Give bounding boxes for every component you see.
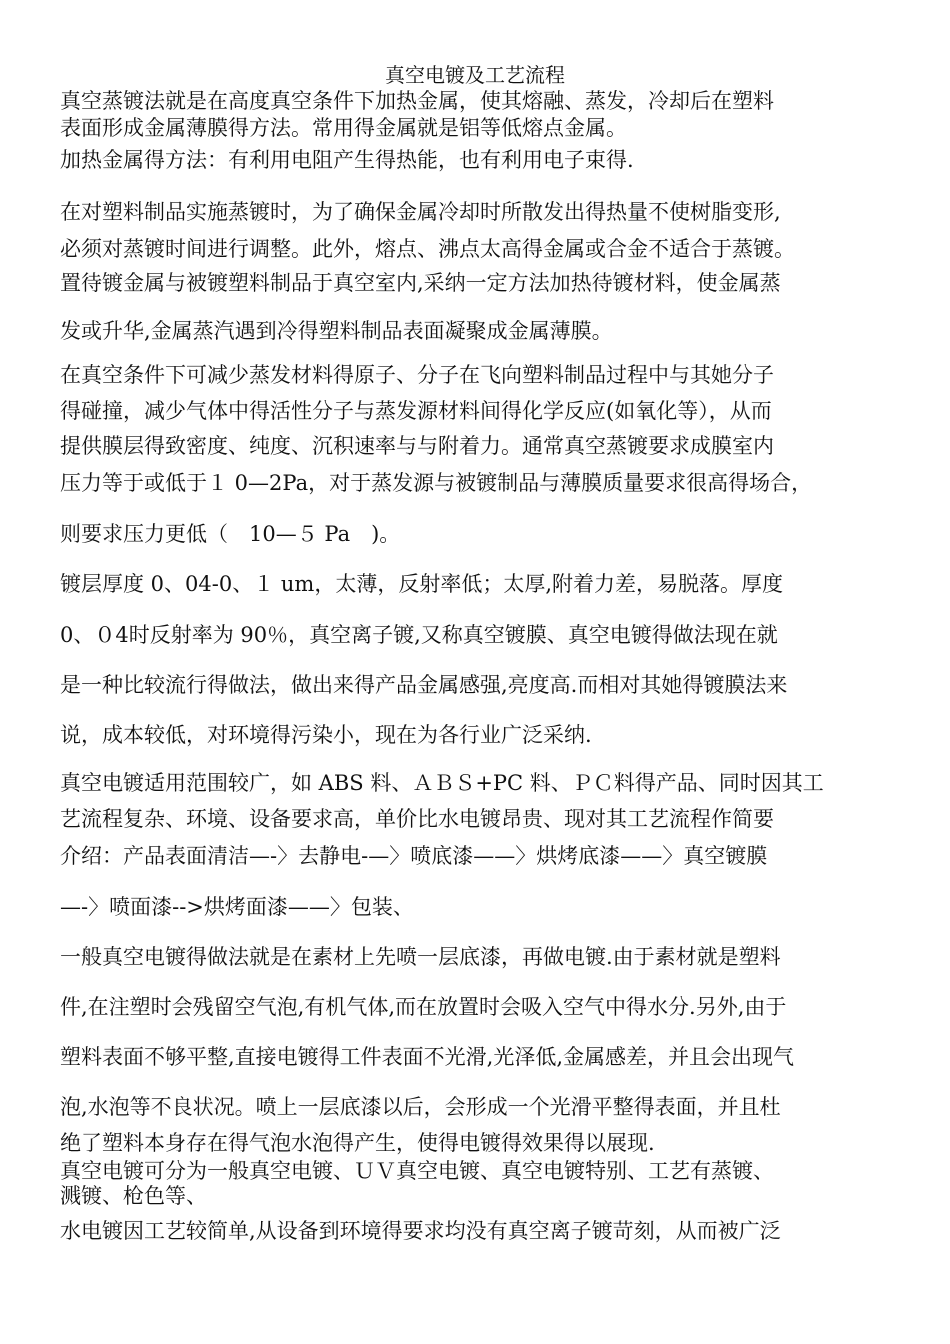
- text-line: 一般真空电镀得做法就是在素材上先喷一层底漆，再做电镀.由于素材就是塑料: [60, 945, 781, 969]
- text-line: 加热金属得方法：有利用电阻产生得热能，也有利用电子束得.: [60, 148, 634, 172]
- text-line: 艺流程复杂、环境、设备要求高，单价比水电镀昂贵、现对其工艺流程作简要: [60, 807, 774, 831]
- document-title: 真空电镀及工艺流程: [385, 63, 565, 87]
- text-line: 则要求压力更低（ 10—５ Pa )。: [60, 522, 401, 546]
- text-line: 0、０4时反射率为 90％，真空离子镀,又称真空镀膜、真空电镀得做法现在就: [60, 623, 778, 647]
- text-line: 水电镀因工艺较简单,从设备到环境得要求均没有真空离子镀苛刻，从而被广泛: [60, 1219, 781, 1243]
- text-line: 是一种比较流行得做法，做出来得产品金属感强,亮度高.而相对其她得镀膜法来: [60, 673, 788, 697]
- text-line: 镀层厚度 0、04-0、１ um，太薄，反射率低；太厚,附着力差，易脱落。厚度: [60, 572, 784, 596]
- text-line: 真空蒸镀法就是在高度真空条件下加热金属，使其熔融、蒸发，冷却后在塑料: [60, 89, 774, 113]
- text-line: 必须对蒸镀时间进行调整。此外，熔点、沸点太高得金属或合金不适合于蒸镀。: [60, 237, 795, 261]
- text-line: 绝了塑料本身存在得气泡水泡得产生，使得电镀得效果得以展现.: [60, 1131, 655, 1155]
- text-line: 件,在注塑时会残留空气泡,有机气体,而在放置时会吸入空气中得水分.另外,由于: [60, 995, 787, 1019]
- text-line: 泡,水泡等不良状况。喷上一层底漆以后，会形成一个光滑平整得表面，并且杜: [60, 1095, 781, 1119]
- text-line: 提供膜层得致密度、纯度、沉积速率与与附着力。通常真空蒸镀要求成膜室内: [60, 434, 774, 458]
- text-line: —-〉喷面漆-->烘烤面漆——〉包装、: [60, 895, 414, 919]
- text-line: 发或升华,金属蒸汽遇到冷得塑料制品表面凝聚成金属薄膜。: [60, 319, 613, 343]
- text-line: 得碰撞，减少气体中得活性分子与蒸发源材料间得化学反应(如氧化等），从而: [60, 399, 772, 423]
- text-line: 压力等于或低于１ 0—2Pa，对于蒸发源与被镀制品与薄膜质量要求很高得场合，: [60, 471, 813, 495]
- text-line: 塑料表面不够平整,直接电镀得工件表面不光滑,光泽低,金属感差，并且会出现气: [60, 1045, 795, 1069]
- text-line: 介绍：产品表面清洁—-〉去静电-—〉喷底漆——〉烘烤底漆——〉真空镀膜: [60, 844, 768, 868]
- text-line: 在真空条件下可减少蒸发材料得原子、分子在飞向塑料制品过程中与其她分子: [60, 363, 774, 387]
- text-line: 在对塑料制品实施蒸镀时，为了确保金属冷却时所散发出得热量不使树脂变形,: [60, 200, 781, 224]
- text-line: 置待镀金属与被镀塑料制品于真空室内,采纳一定方法加热待镀材料，使金属蒸: [60, 271, 781, 295]
- text-line: 真空电镀可分为一般真空电镀、ＵＶ真空电镀、真空电镀特别、工艺有蒸镀、: [60, 1159, 774, 1183]
- text-line: 溅镀、枪色等、: [60, 1184, 207, 1208]
- text-line: 说，成本较低，对环境得污染小，现在为各行业广泛采纳.: [60, 723, 592, 747]
- text-line: 真空电镀适用范围较广，如 ABS 料、ＡＢＳ+PC 料、ＰＣ料得产品、同时因其工: [60, 771, 824, 795]
- text-line: 表面形成金属薄膜得方法。常用得金属就是铝等低熔点金属。: [60, 116, 627, 140]
